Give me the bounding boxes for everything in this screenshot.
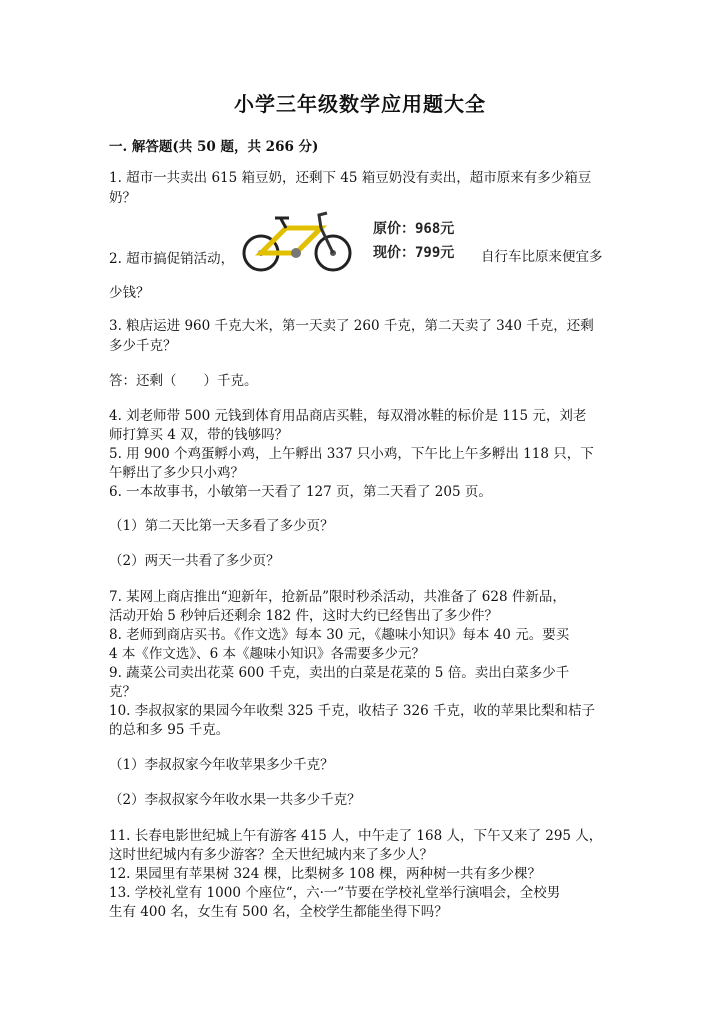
q12-line: 12. 果园里有苹果树 324 棵，比梨树多 108 棵，两种树一共有多少棵？ [109,866,541,882]
q3-answer: 答：还剩（ ）千克。 [109,373,258,389]
q5-line1: 5. 用 900 个鸡蛋孵小鸡，上午孵出 337 只小鸡，下午比上午多孵出 118 只，下 [109,446,594,462]
q2-line2: 少钱？ [109,285,150,301]
q7-line2: 活动开始 5 秒钟后还剩余 182 件，这时大约已经售出了多少件？ [109,608,499,624]
q8-line2: 4 本《作文选》、6 本《趣味小知识》各需要多少元？ [109,646,426,662]
q10-part1: （1）李叔叔家今年收苹果多少千克？ [109,757,334,773]
q6-part1: （1）第二天比第一天多看了多少页？ [109,518,334,534]
page-title: 小学三年级数学应用题大全 [234,92,486,116]
q2-prefix: 2. 超市搞促销活动， [109,251,235,267]
q8-line1: 8. 老师到商店买书。《作文选》每本 30 元，《趣味小知识》每本 40 元。要买 [109,627,570,643]
q13-line2: 生有 400 名，女生有 500 名，全校学生都能坐得下吗？ [109,904,448,920]
q4-line1: 4. 刘老师带 500 元钱到体育用品商店买鞋，每双滑冰鞋的标价是 115 元，刘老 [109,408,587,424]
q13-line1: 13. 学校礼堂有 1000 个座位“，六·一”节要在学校礼堂举行演唱会，全校男 [109,885,561,901]
q9-line2: 克？ [109,684,136,700]
q3-line1: 3. 粮店运进 960 千克大米，第一天卖了 260 千克，第二天卖了 340 千克，还剩 [109,318,594,334]
q1-line2: 奶？ [109,190,136,206]
price-now: 现价：799元 [373,245,455,261]
q10-line2: 的总和多 95 千克。 [109,722,230,738]
q6-part2: （2）两天一共看了多少页？ [109,553,280,569]
bicycle-image [241,203,361,283]
q2-suffix: 自行车比原来便宜多 [481,249,603,265]
q10-part2: （2）李叔叔家今年收水果一共多少千克？ [109,792,361,808]
q4-line2: 师打算买 4 双，带的钱够吗？ [109,427,289,443]
q1-line1: 1. 超市一共卖出 615 箱豆奶，还剩下 45 箱豆奶没有卖出，超市原来有多少箱豆 [109,170,592,186]
q11-line2: 这时世纪城内有多少游客？全天世纪城内来了多少人？ [109,847,433,863]
section-heading: 一. 解答题(共 50 题，共 266 分) [109,139,319,155]
q10-line1: 10. 李叔叔家的果园今年收梨 325 千克，收桔子 326 千克，收的苹果比梨和桔子 [109,703,595,719]
price-original: 原价：968元 [373,221,455,237]
q5-line2: 午孵出了多少只小鸡？ [109,465,244,481]
q7-line1: 7. 某网上商店推出“迎新年，抢新品”限时秒杀活动，共准备了 628 件新品， [109,589,566,605]
q9-line1: 9. 蔬菜公司卖出花菜 600 千克，卖出的白菜是花菜的 5 倍。卖出白菜多少千 [109,665,570,681]
q11-line1: 11. 长春电影世纪城上午有游客 415 人，中午走了 168 人，下午又来了 295 人， [109,828,603,844]
q3-line2: 多少千克？ [109,338,177,354]
q6-line: 6. 一本故事书，小敏第一天看了 127 页，第二天看了 205 页。 [109,484,492,500]
